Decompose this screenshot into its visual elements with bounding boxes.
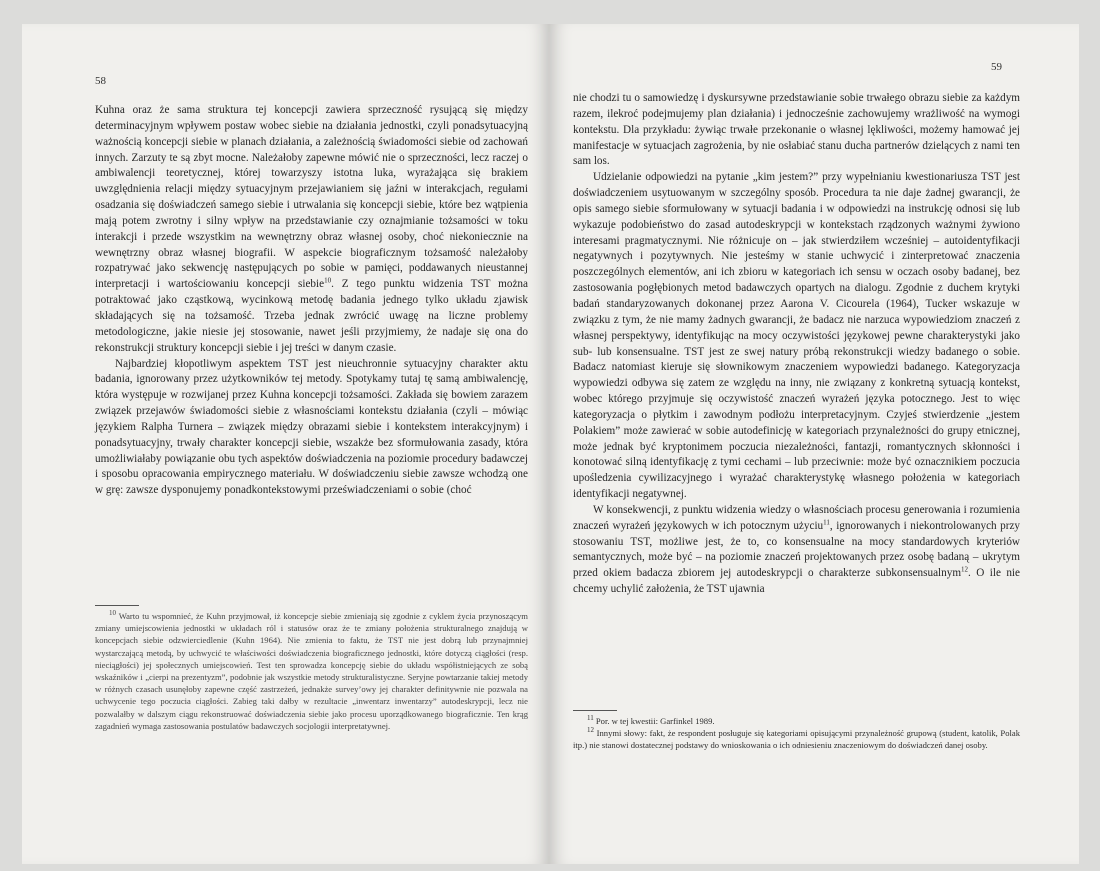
body-text bbox=[573, 91, 1020, 598]
right-page bbox=[549, 24, 1079, 864]
paragraph: Najbardziej kłopotliwym aspektem TST jest nieuchronnie sytuacyjny charakter aktu badania, ignorowany przez użytkowników tej metody. Spotykamy tutaj tę samą ambiwalencję, która występuje w rozwijanej przez Kuhna koncepcji tożsamości. Zakłada się bowiem zarazem związek przejawów świadomości siebie z własnościami kontekstu działania (czyli – mówiąc językiem Ralpha Turnera – związek między obrazami siebie i kontekstem interakcyjnym) i ponadsytuacyjny, trwały charakter koncepcji siebie, wszakże bez sformułowania zasady, która umożliwiałaby powiązanie obu tych aspektów doświadczenia na poziomie procedury badawczej i sposobu opracowania empirycznego materiału. W doświadczeniu siebie zawsze wchodzą one w grę: zawsze dysponujemy ponadkontekstowymi przeświadczeniami o sobie (choć bbox=[95, 357, 528, 497]
footnote-rule bbox=[95, 605, 139, 606]
page-number: 58 bbox=[95, 75, 106, 87]
paragraph: Kuhna oraz że sama struktura tej koncepcji zawiera sprzeczność rysującą się między determinacyjnym wpływem postaw wobec siebie na działania jednostki, czyli ponadsytuacyjną ważnością koncepcji siebie w planach działania, a zależnością świadomości siebie od zachowań innych. Zarzuty te są zbyt mocne. Należałoby zapewne mówić nie o sprzeczności, lecz raczej o ambiwalencji teoretycznej, której towarzyszy istotna luka, wyrażająca się brakiem uwzględnienia relacji między sytuacyjnym przejawianiem się jaźni w interakcjach, regułami osadzania się doświadczeń samego siebie i utrwalania się koncepcji siebie, które bez wątpienia mają potem zwrotny i silny wpływ na przedstawianie czy oznajmianie tożsamości w toku interakcji i przede wszystkim na wewnętrzny obraz własnej osoby, choć niekoniecznie na wewnętrzny obraz własnej biografii. W aspekcie biograficznym tożsamość należałoby rozpatrywać jako sekwencję następujących po sobie w pamięci, poddawanych nieustannej interpretacji i wartościowaniu koncepcji siebie$^{10}$. Z tego punktu widzenia TST można potraktować jako cząstkową, wycinkową metodę badania jednego tylko układu zjawisk składających się na tożsamość. Trzeba jednak zwrócić uwagę na liczne problemy metodologiczne, jakie niesie jej stosowanie, nawet jeśli przyjmiemy, że nadaje się ona do rekonstrukcji struktury koncepcji siebie i jej treści w danym czasie. bbox=[95, 104, 528, 354]
footnote-ref: 12 bbox=[961, 565, 969, 574]
body-text bbox=[95, 103, 528, 499]
footnotes bbox=[95, 605, 528, 732]
footnote-number: 11 bbox=[587, 714, 594, 723]
page-number: 59 bbox=[991, 61, 1002, 73]
footnote: $^{11}$ Por. w tej kwestii: Garfinkel 1989. bbox=[587, 714, 715, 726]
left-page bbox=[22, 24, 549, 864]
footnote-ref: 10 bbox=[324, 276, 332, 285]
paragraph: Udzielanie odpowiedzi na pytanie „kim jestem?” przy wypełnianiu kwestionariusza TST jest doświadczeniem usytuowanym w szczególny sposób. Procedura ta nie daje żadnej gwarancji, że opis samego siebie sformułowany w sytuacji badania i w odpowiedzi na instrukcję odnosi się lub wykazuje podobieństwo do zasad autodeskrypcji w kontekstach rządzonych ważnymi żywiono interesami pragmatycznymi. Nie różnicuje on – jak stwierdziłem wcześniej – autoidentyfikacji negatywnych i pozytywnych. Nie jesteśmy w stanie uchwycić i zinterpretować znaczenia poszczególnych elementów, ani ich zbioru w kategoriach ich sensu w oczach osoby badanej, bez zastosowania pogłębionych metod badawczych opartych na dialogu. Zgodnie z duchem krytyki badań standaryzowanych dokonanej przez Aarona V. Cicourela (1964), Tucker wskazuje w związku z tym, że nie mamy żadnych gwarancji, że badacz nie narzuca wypowiedziom znaczeń z własnej perspektywy, identyfikując na mocy oczywistości językowej pewne charakterystyki jako sub- lub konsensualne. TST jest ze swej natury próbą rekonstrukcji wiedzy badanego o sobie. Badacz natomiast kieruje się słownikowym znaczeniem wypowiedzi badanego. Kategoryzacja wypowiedzi odbywa się zatem ze względu na inny, nie związany z konkretną sytuacją kontekst, wobec którego przyjmuje się oczywistość znaczeń wyrażeń języka potocznego. Jest to więc kategoryzacja o płytkim i zawodnym podłożu interpretacyjnym. Czyjeś stwierdzenie „jestem Polakiem” może zawierać w sobie autodefinicję w kategoriach przynależności do grupy etnicznej, może jednak być kryptonimem poczucia niezależności, fantazji, romantycznych skłonności i konotować silną identyfikację z tymi cechami – lub przeciwnie: może być oznacznikiem poczucia upośledzenia cywilizacyjnego i wyrażać charakterystykę własnego położenia w kategoriach identyfikacji negatywnej. bbox=[573, 171, 1020, 501]
footnote-number: 12 bbox=[587, 726, 594, 735]
footnotes bbox=[573, 710, 1020, 752]
footnote: $^{12}$ Innymi słowy: fakt, że respondent posługuje się kategoriami opisującymi przynależność grupową (student, katolik, Polak itp.) nie stanowi dostatecznej podstawy do wnioskowania o ich odniesieniu znaczeniowym do doświadczeń danej osoby. bbox=[573, 726, 1020, 751]
footnote-number: 10 bbox=[109, 609, 116, 618]
footnote-rule bbox=[573, 710, 617, 711]
paragraph: W konsekwencji, z punktu widzenia wiedzy o własnościach procesu generowania i rozumienia znaczeń wyrażeń językowych w ich potocznym użyciu$^{11}$, ignorowanych i niekontrolowanych przy stosowaniu TST, możliwe jest, że to, co konsensualne na mocy standardowych kryteriów semantycznych, może być – na poziomie znaczeń projektowanych przez osobę badaną – ukrytym przed okiem badacza zbiorem jej autodeskrypcji o charakterze subkonsensualnym$^{12}$. O ile nie chcemy uchylić założenia, że TST ujawnia bbox=[573, 503, 1020, 596]
footnote-ref: 11 bbox=[823, 518, 830, 527]
footnote: $^{10}$ Warto tu wspomnieć, że Kuhn przyjmował, iż koncepcje siebie zmieniają się zgodnie z cyklem życia przynoszącym zmiany umiejscowienia jednostki w układach ról i statusów oraz że te zmiany położenia strukturalnego znajdują w koncepcjach siebie odzwierciedlenie (Kuhn 1964). Nie zmienia to faktu, że TST nie jest dobrą lub przynajmniej wystarczającą metodą, by uchwycić te właściwości doświadczenia biograficznego jednostki, które dotyczą ciągłości (resp. nieciągłości) jej społecznych umiejscowień. Test ten sprowadza koncepcję siebie do układu współistniejących ze sobą wskaźników i „cierpi na prezentyzm”, podobnie jak wszystkie metody strukturalistyczne. Seryjne powtarzanie takiej metody w różnych czasach usunęłoby zapewne część zastrzeżeń, jednakże survey’owy jej charakter definitywnie nie pozwala na uchwycenie tego poczucia ciągłości. Zabieg taki dałby w rezultacie „inwentarz inwentarzy” autodeskrypcji, lecz nie pozwalałby w dalszym ciągu rekonstruować doświadczenia siebie jako procesu uporządkowanego biograficznie. Ten krąg zagadnień wymaga zastosowania postulatów badawczych socjologii interpretatywnej. bbox=[95, 609, 528, 731]
paragraph: nie chodzi tu o samowiedzę i dyskursywne przedstawianie sobie trwałego obrazu siebie za każdym razem, ilekroć podejmujemy plan działania) i jednocześnie zachowujemy wrażliwość na wymogi kontekstu. Dla przykładu: żywiąc trwałe przekonanie o własnej lękliwości, możemy hamować jej manifestacje w sytuacjach zagrożenia, by nie osłabiać stanu ducha partnerów dzielących z nami ten sam los. bbox=[573, 92, 1020, 168]
